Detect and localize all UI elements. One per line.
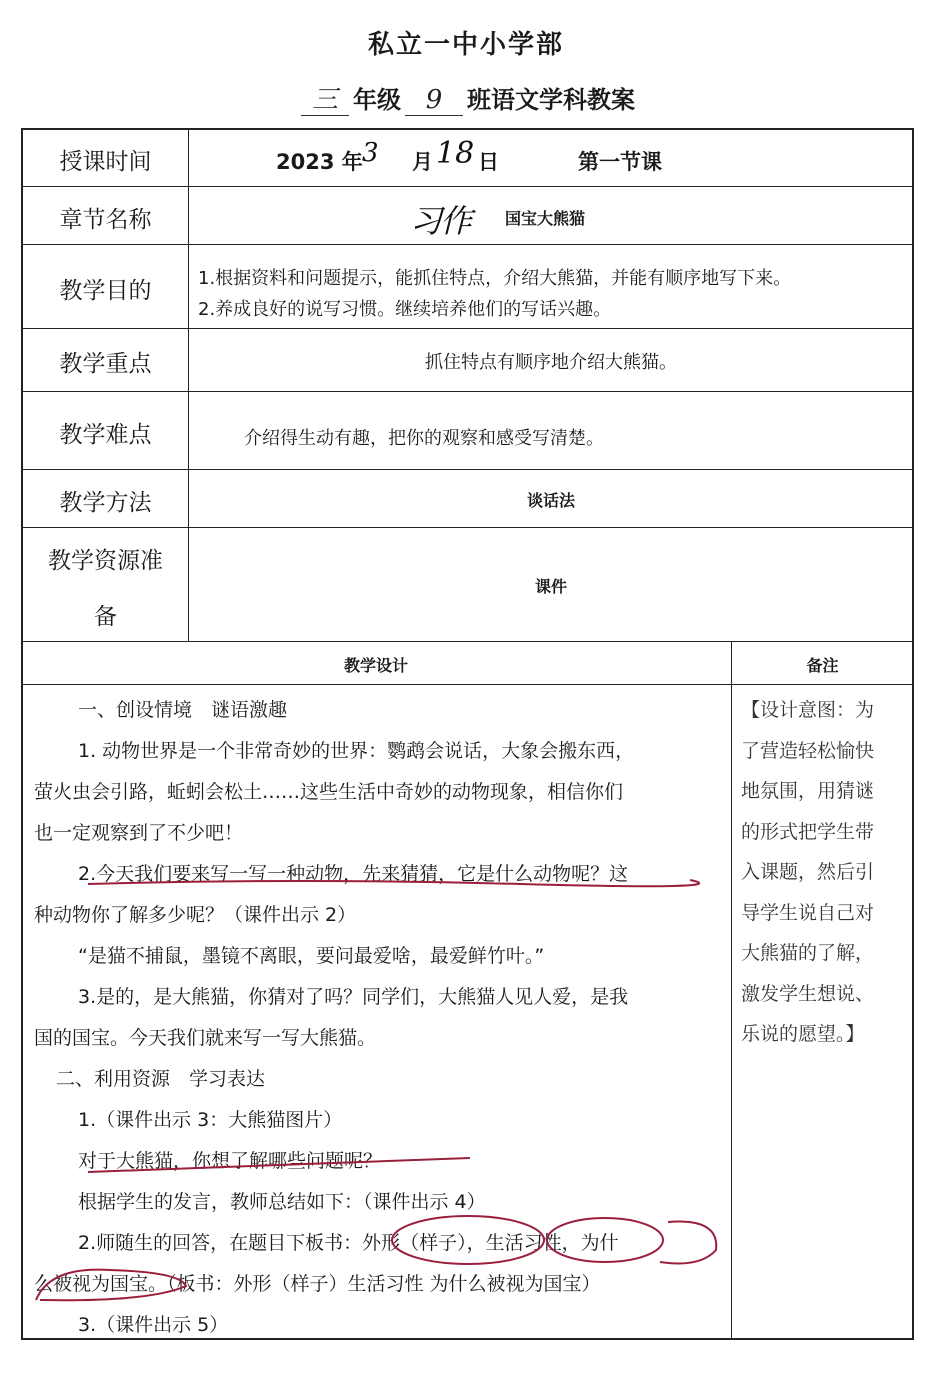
method-value: 谈话法 xyxy=(526,491,575,510)
note-line: 乐说的愿望。】 xyxy=(741,1023,865,1045)
question: 对于大熊猫，你想了解哪些问题呢？ xyxy=(78,1150,383,1172)
paragraph-3b: 国的国宝。今天我们就来写一写大熊猫。 xyxy=(34,1027,377,1049)
time-year: 2023 年 xyxy=(276,150,363,174)
note-line: 入课题，然后引 xyxy=(741,861,875,883)
chapter-signature: 习作 xyxy=(410,202,471,240)
label-goals: 教学目的 xyxy=(59,278,152,304)
goal-1: 1.根据资料和问题提示，能抓住特点，介绍大熊猫，并能有顺序地写下来。 xyxy=(198,268,792,289)
circle-stroke xyxy=(392,1216,544,1264)
design-header: 教学设计 xyxy=(343,656,408,675)
difficulty-value: 介绍得生动有趣，把你的观察和感受写清楚。 xyxy=(244,428,604,449)
time-day-handwritten: 18 xyxy=(436,136,475,171)
label-resources-line1: 教学资源准 xyxy=(48,548,163,574)
label-chapter: 章节名称 xyxy=(59,207,152,233)
paragraph-1c: 也一定观察到了不少吧！ xyxy=(34,822,244,844)
class-handwritten: 9 xyxy=(405,85,463,116)
note-line: 【设计意图：为 xyxy=(741,699,875,721)
resources-value: 课件 xyxy=(534,577,567,596)
note-line: 的形式把学生带 xyxy=(741,820,875,843)
circle-stroke xyxy=(660,1222,716,1264)
class-suffix: 班语文学科教案 xyxy=(467,86,635,114)
chapter-title: 国宝大熊猫 xyxy=(505,209,586,228)
time-month-handwritten: 3 xyxy=(362,138,379,168)
notes-header: 备注 xyxy=(806,656,839,675)
section-1-title: 一、创设情境 谜语激趣 xyxy=(78,699,288,721)
time-period: 第一节课 xyxy=(578,150,662,174)
time-month-suffix: 月 xyxy=(412,150,433,174)
paragraph-1b: 萤火虫会引路，蚯蚓会松土……这些生活中奇妙的动物现象，相信你们 xyxy=(34,781,624,803)
label-class-time: 授课时间 xyxy=(59,149,152,175)
circle-stroke xyxy=(36,1270,186,1301)
design-intent-notes xyxy=(741,690,909,1055)
step-2a: 2.师随生的回答，在题目下板书：外形（样子），生活习性，为什 xyxy=(78,1232,619,1254)
paragraph-2a: 2.今天我们要来写一写一种动物，先来猜猜，它是什么动物呢？这 xyxy=(78,863,629,885)
key-point-value: 抓住特点有顺序地介绍大熊猫。 xyxy=(425,352,677,373)
note-line: 了营造轻松愉快 xyxy=(741,739,875,762)
section-2-title: 二、利用资源 学习表达 xyxy=(56,1068,266,1090)
label-difficulty: 教学难点 xyxy=(59,422,152,448)
paragraph-3a: 3.是的，是大熊猫，你猜对了吗？同学们，大熊猫人见人爱，是我 xyxy=(78,986,629,1008)
step-2b: 么被视为国宝。（板书：外形（样子）生活习性 为什么被视为国宝） xyxy=(34,1273,601,1295)
label-method: 教学方法 xyxy=(59,490,152,516)
underline-stroke xyxy=(88,880,699,886)
paragraph-1a: 1. 动物世界是一个非常奇妙的世界：鹦鹉会说话，大象会搬东西， xyxy=(78,740,635,762)
paragraph-2b: 种动物你了解多少呢？（课件出示 2） xyxy=(34,904,357,926)
note-line: 大熊猫的了解， xyxy=(741,942,875,964)
note-line: 地氛围，用猜谜 xyxy=(741,780,875,802)
note-line: 激发学生想说、 xyxy=(741,982,875,1005)
step-3: 3.（课件出示 5） xyxy=(78,1314,229,1336)
summary: 根据学生的发言，教师总结如下：（课件出示 4） xyxy=(78,1191,486,1213)
riddle: “是猫不捕鼠，墨镜不离眼，要问最爱啥，最爱鲜竹叶。” xyxy=(78,945,545,967)
underline-stroke xyxy=(88,1158,470,1172)
grade-handwritten: 三 xyxy=(301,85,349,116)
goal-2: 2.养成良好的说写习惯。继续培养他们的写话兴趣。 xyxy=(198,299,612,320)
label-resources-line2: 备 xyxy=(94,604,117,630)
time-day-suffix: 日 xyxy=(478,150,499,174)
circle-stroke xyxy=(547,1218,663,1262)
note-line: 导学生说自己对 xyxy=(741,901,875,924)
school-title: 私立一中小学部 xyxy=(367,30,564,60)
grade-suffix: 年级 xyxy=(353,86,401,114)
step-1: 1.（课件出示 3：大熊猫图片） xyxy=(78,1109,343,1131)
label-key-point: 教学重点 xyxy=(59,351,152,377)
